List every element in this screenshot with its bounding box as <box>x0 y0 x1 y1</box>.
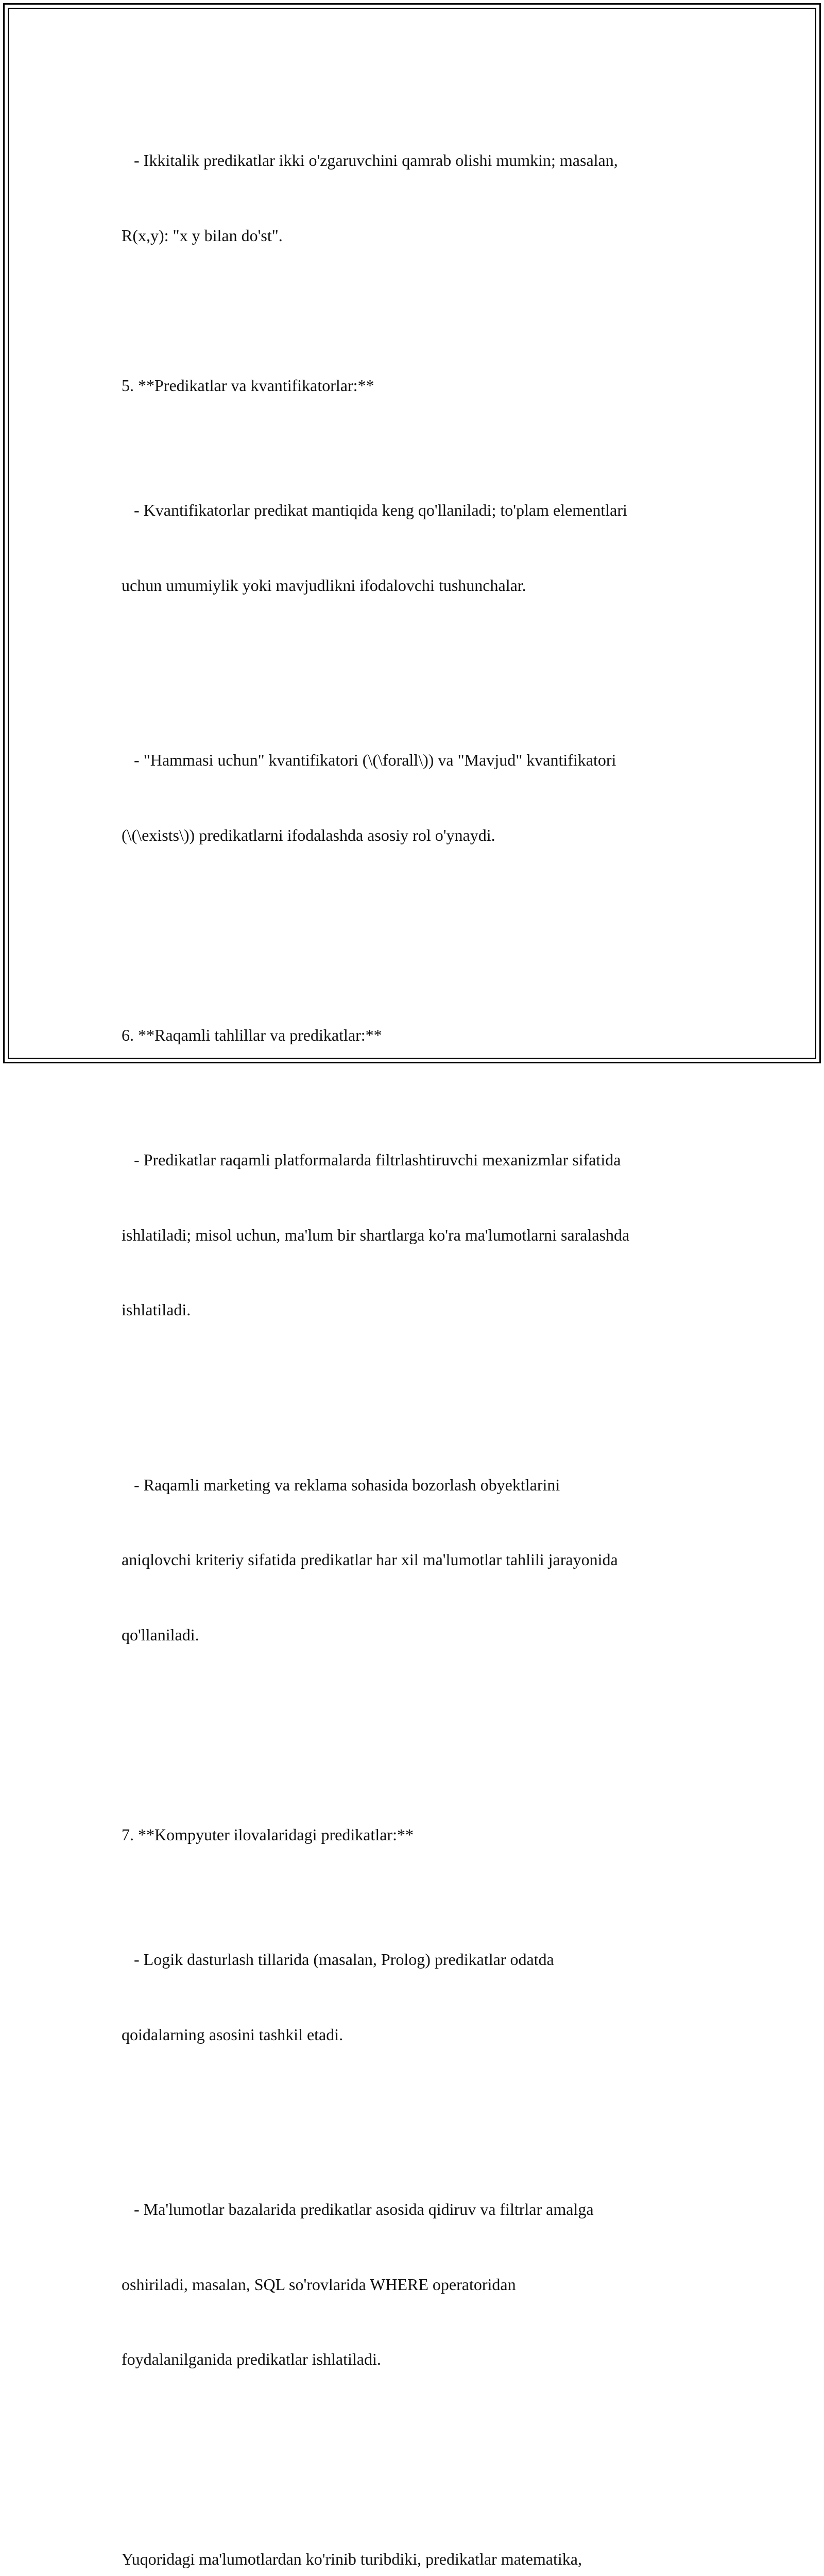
section-7 <box>122 1772 714 2472</box>
text-line: aniqlovchi kriteriy sifatida predikatlar har xil ma'lumotlar tahlili jarayonida <box>122 1550 618 1569</box>
text-line: qoidalarning asosini tashkil etadi. <box>122 2025 344 2044</box>
section-bullet <box>122 448 714 648</box>
section-5 <box>122 323 714 948</box>
text-line: Yuqoridagi ma'lumotlardan ko'rinib turibdiki, predikatlar matematika, <box>122 2550 582 2568</box>
text-line: - Ikkitalik predikatlar ikki o'zgaruvchini qamrab olishi mumkin; masalan, <box>122 151 618 170</box>
intro-bullet <box>122 98 714 298</box>
text-line: - Raqamli marketing va reklama sohasida bozorlash obyektlarini <box>122 1475 560 1494</box>
paragraph-gap <box>122 2472 714 2497</box>
text-line: - Logik dasturlash tillarida (masalan, Prolog) predikatlar odatda <box>122 1950 554 1969</box>
conclusion-paragraph <box>122 2497 714 2576</box>
section-heading: 6. **Raqamli tahlillar va predikatlar:** <box>122 1025 382 1044</box>
section-heading: 5. **Predikatlar va kvantifikatorlar:** <box>122 376 374 395</box>
paragraph-gap <box>122 298 714 323</box>
text-line: ishlatiladi; misol uchun, ma'lum bir shartlarga ko'ra ma'lumotlarni saralashda <box>122 1225 630 1244</box>
text-line: (\(\exists\)) predikatlarni ifodalashda asosiy rol o'ynaydi. <box>122 825 495 844</box>
text-line: - "Hammasi uchun" kvantifikatori (\(\forall\)) va "Mavjud" kvantifikatori <box>122 751 616 769</box>
text-line: foydalanilganida predikatlar ishlatiladi. <box>122 2350 381 2368</box>
text-line: - Ma'lumotlar bazalarida predikatlar asosida qidiruv va filtrlar amalga <box>122 2200 594 2218</box>
text-line: - Predikatlar raqamli platformalarda filtrlashtiruvchi mexanizmlar sifatida <box>122 1150 621 1169</box>
text-line: - Kvantifikatorlar predikat mantiqida keng qo'llaniladi; to'plam elementlari <box>122 501 627 519</box>
section-heading: 7. **Kompyuter ilovalaridagi predikatlar:** <box>122 1825 414 1844</box>
section-bullet <box>122 2147 714 2422</box>
section-bullet <box>122 1422 714 1698</box>
text-line: uchun umumiylik yoki mavjudlikni ifodalovchi tushunchalar. <box>122 575 526 595</box>
paragraph-gap <box>122 1747 714 1772</box>
text-line: ishlatiladi. <box>122 1300 191 1319</box>
paragraph-gap <box>122 947 714 973</box>
section-bullet <box>122 698 714 897</box>
section-bullet <box>122 1897 714 2097</box>
text-line: qo'llaniladi. <box>122 1625 199 1644</box>
text-line: R(x,y): "x y bilan do'st". <box>122 226 283 245</box>
section-bullet <box>122 1097 714 1372</box>
text-line: oshiriladi, masalan, SQL so'rovlarida WHERE operatoridan <box>122 2275 516 2294</box>
document-body <box>122 98 714 2576</box>
section-6 <box>122 973 714 1748</box>
